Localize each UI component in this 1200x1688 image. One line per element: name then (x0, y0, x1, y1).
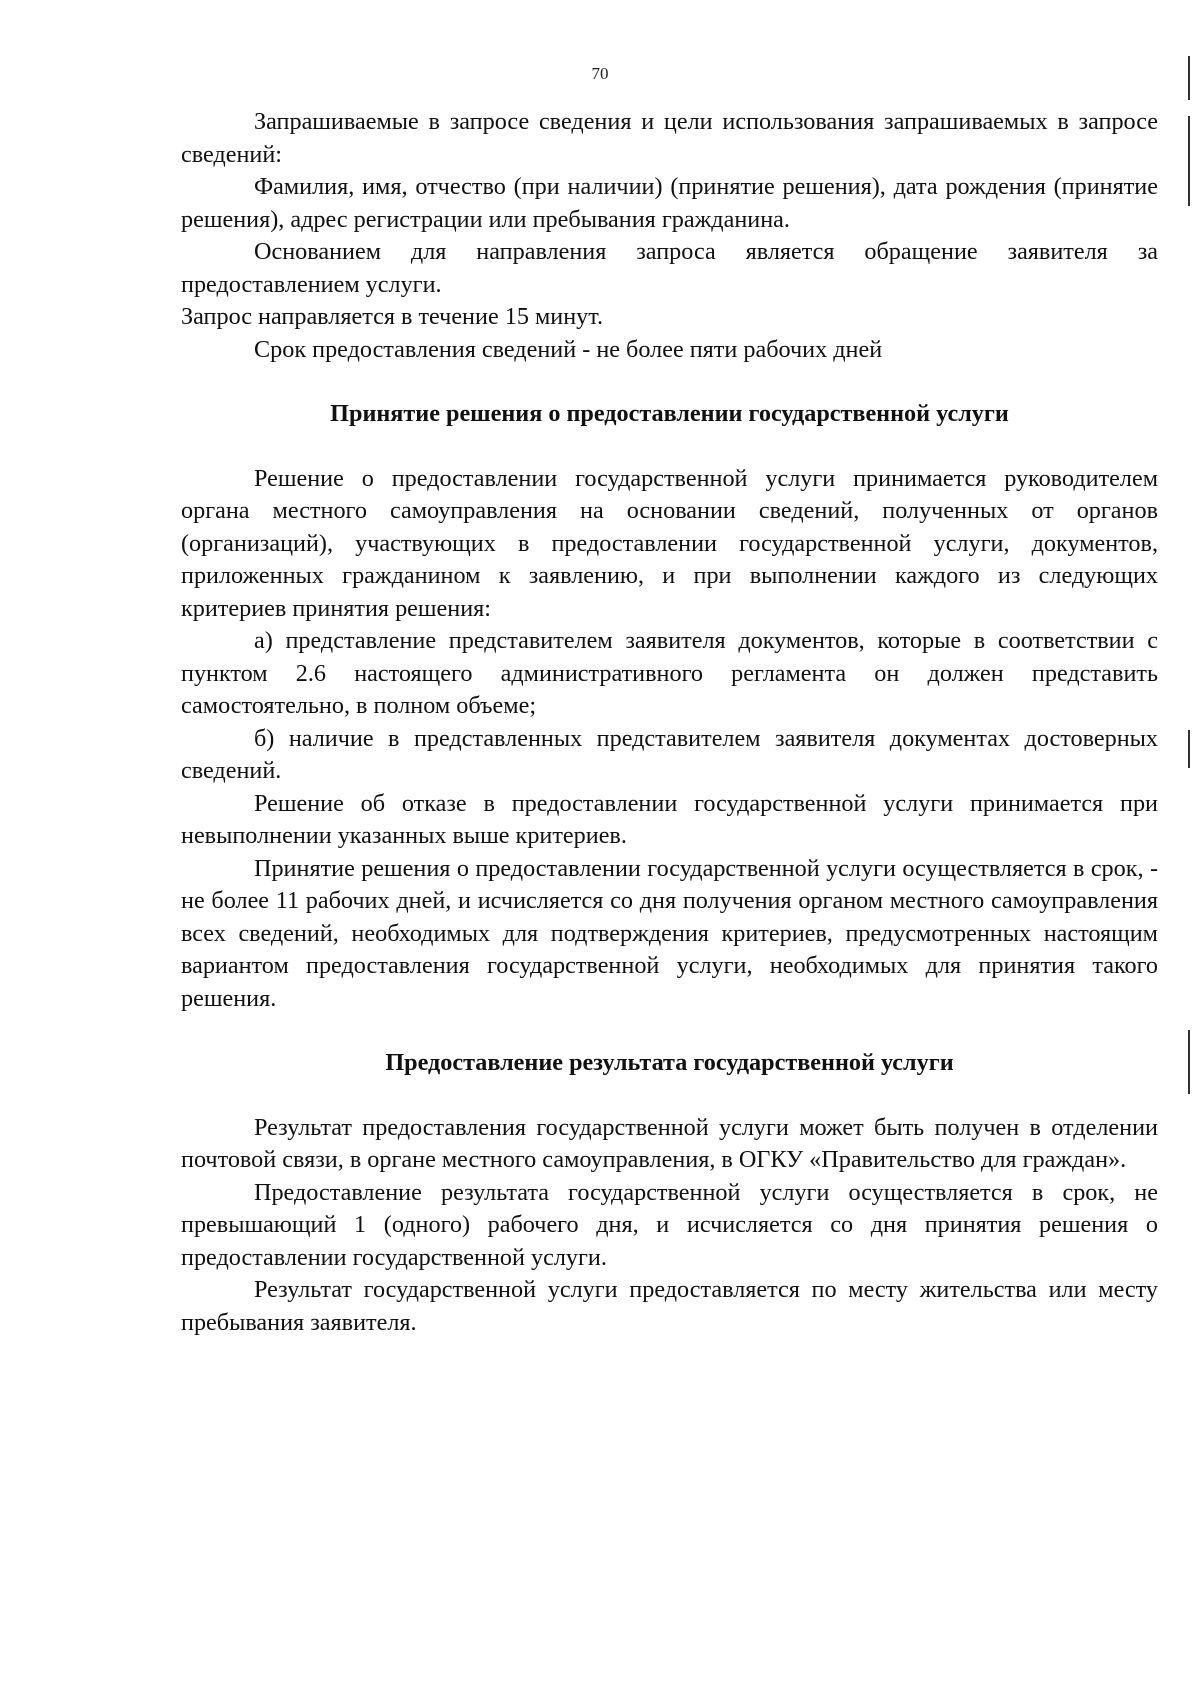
paragraph: Решение об отказе в предоставлении государственной услуги принимается при невыполнении указанных выше критериев. (181, 789, 1158, 849)
document-body (181, 106, 1158, 1339)
section-heading: Принятие решения о предоставлении государственной услуги (330, 400, 1009, 427)
section-heading: Предоставление результата государственной услуги (385, 1049, 954, 1076)
paragraph: Запрашиваемые в запросе сведения и цели использования запрашиваемых в запросе сведений: (181, 108, 1158, 168)
margin-mark (1188, 1030, 1190, 1094)
paragraph: Результат государственной услуги предоставляется по месту жительства или месту пребывания заявителя. (181, 1276, 1158, 1336)
page-number: 70 (591, 64, 609, 83)
paragraph: Принятие решения о предоставлении государственной услуги осуществляется в срок, - не более 11 рабочих дней, и исчисляется со дня получения органом местного самоуправления всех сведений, необходимых для подтверждения критериев, предусмотренных настоящим вариантом предоставления государственной услуги, необходимых для принятия такого решения. (181, 854, 1158, 1012)
paragraph: Запрос направляется в течение 15 минут. (181, 303, 604, 330)
margin-mark (1188, 730, 1190, 768)
paragraph: Решение о предоставлении государственной услуги принимается руководителем органа местного самоуправления на основании сведений, полученных от органов (организаций), участвующих в предоставлении государственной услуги, документов, приложенных гражданином к заявлению, и при выполнении каждого из следующих критериев принятия решения: (181, 464, 1158, 622)
paragraph: Результат предоставления государственной услуги может быть получен в отделении почтовой связи, в органе местного самоуправления, в ОГКУ «Правительство для граждан». (181, 1113, 1158, 1173)
paragraph: а) представление представителем заявителя документов, которые в соответствии с пунктом 2.6 настоящего административного регламента он должен представить самостоятельно, в полном объеме; (181, 627, 1158, 719)
paragraph: Основанием для направления запроса является обращение заявителя за предоставлением услуги. (181, 238, 1158, 298)
paragraph: Срок предоставления сведений - не более пяти рабочих дней (254, 335, 883, 363)
margin-mark (1188, 56, 1190, 100)
paragraph: б) наличие в представленных представителем заявителя документах достоверных сведений. (181, 724, 1158, 784)
paragraph: Фамилия, имя, отчество (при наличии) (принятие решения), дата рождения (принятие решения), адрес регистрации или пребывания гражданина. (181, 173, 1158, 233)
paragraph: Предоставление результата государственной услуги осуществляется в срок, не превышающий 1 (одного) рабочего дня, и исчисляется со дня принятия решения о предоставлении государственной услуги. (181, 1178, 1158, 1271)
margin-mark (1188, 116, 1190, 206)
